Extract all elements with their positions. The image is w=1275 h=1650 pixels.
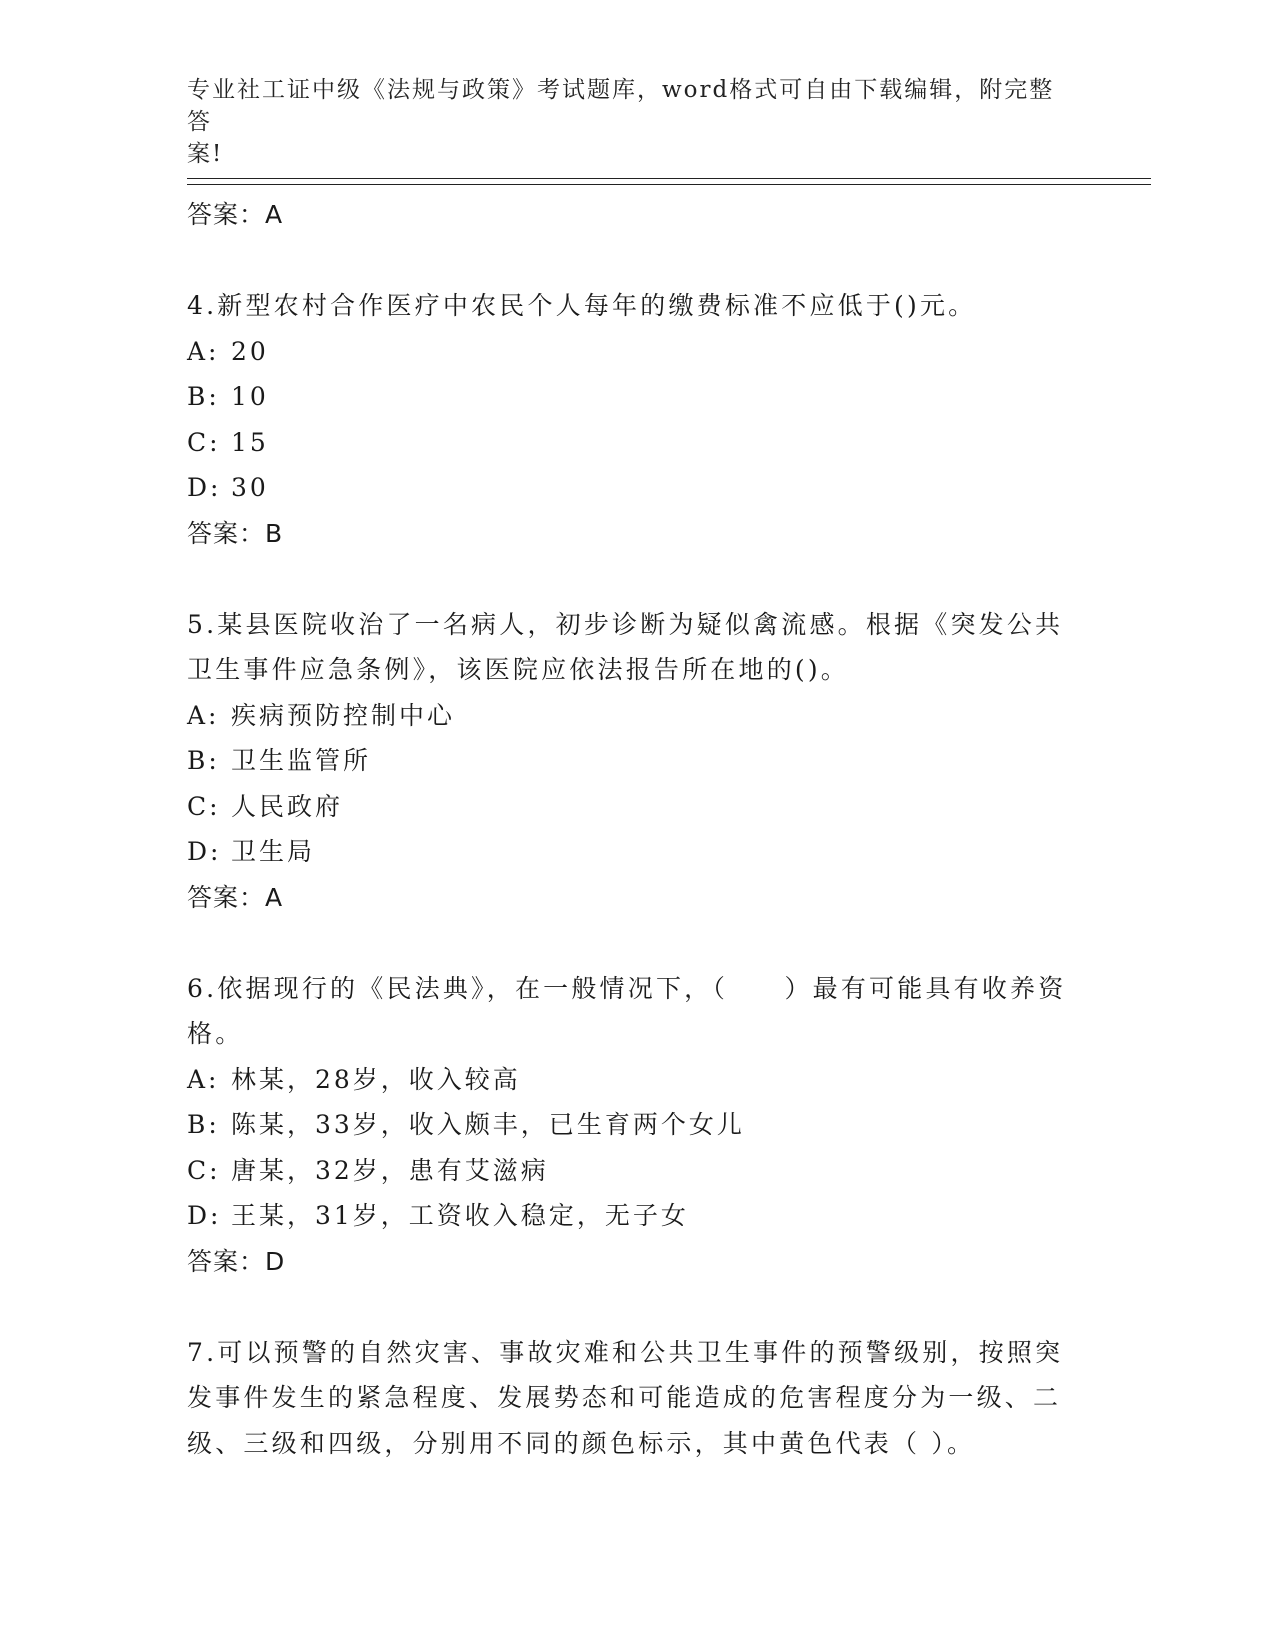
question-4	[187, 283, 1087, 557]
option-text: 30	[231, 473, 269, 502]
answer: 答案：A	[187, 882, 284, 912]
option-letter: C:	[187, 1155, 221, 1185]
header-rule-top	[187, 178, 1151, 179]
option-letter: B:	[187, 746, 220, 775]
option-letter: A:	[187, 336, 220, 366]
option-text: 卫生监管所	[231, 746, 372, 775]
answer: 答案：D	[187, 1246, 286, 1276]
question-text: 4.新型农村合作医疗中农民个人每年的缴费标准不应低于()元。	[187, 291, 977, 320]
option-letter: D:	[187, 837, 222, 866]
option-a	[187, 1057, 1087, 1103]
spacer	[187, 921, 1087, 966]
answer-q3: 答案：A	[187, 200, 284, 229]
option-letter: D:	[187, 1201, 222, 1230]
option-text: 疾病预防控制中心	[231, 700, 456, 730]
option-c	[187, 1148, 1087, 1194]
option-d	[187, 829, 1087, 875]
option-b	[187, 738, 1087, 784]
option-text: 林某，28岁，收入较高	[231, 1064, 521, 1094]
question-list	[187, 192, 1087, 1466]
header-rule-bottom	[187, 184, 1151, 185]
header-line-1: 专业社工证中级《法规与政策》考试题库，word格式可自由下载编辑，附完整答	[187, 77, 1055, 135]
option-a	[187, 329, 1087, 375]
option-text: 唐某，32岁，患有艾滋病	[231, 1155, 549, 1185]
option-letter: D:	[187, 473, 222, 502]
document-header	[187, 74, 1067, 170]
option-d	[187, 1193, 1087, 1239]
option-text: 陈某，33岁，收入颇丰，已生育两个女儿	[231, 1110, 745, 1139]
spacer	[187, 1285, 1087, 1330]
question-7	[187, 1330, 1087, 1467]
option-b	[187, 374, 1087, 420]
question-text: 5.某县医院收治了一名病人，初步诊断为疑似禽流感。根据《突发公共卫生事件应急条例》，该医院应依法报告所在地的()。	[187, 609, 1064, 684]
option-a	[187, 693, 1087, 739]
question-text: 7.可以预警的自然灾害、事故灾难和公共卫生事件的预警级别，按照突发事件发生的紧急程度、发展势态和可能造成的危害程度分为一级、二级、三级和四级，分别用不同的颜色标示，其中黄色代表（ ）。	[187, 1337, 1064, 1458]
header-line-2: 案!	[187, 141, 224, 167]
option-text: 王某，31岁，工资收入稳定，无子女	[231, 1201, 689, 1230]
spacer	[187, 557, 1087, 602]
option-letter: C:	[187, 791, 221, 821]
option-d	[187, 465, 1087, 511]
question-6	[187, 966, 1087, 1285]
option-letter: C:	[187, 427, 221, 457]
question-text: 6.依据现行的《民法典》，在一般情况下，（ ）最有可能具有收养资格。	[187, 973, 1067, 1048]
option-b	[187, 1102, 1087, 1148]
option-letter: B:	[187, 1110, 220, 1139]
option-text: 20	[231, 336, 269, 366]
option-letter: A:	[187, 700, 220, 730]
option-c	[187, 420, 1087, 466]
option-text: 10	[231, 382, 269, 411]
option-letter: B:	[187, 382, 220, 411]
question-5	[187, 602, 1087, 921]
option-c	[187, 784, 1087, 830]
option-letter: A:	[187, 1064, 220, 1094]
option-text: 15	[231, 427, 269, 457]
option-text: 人民政府	[231, 791, 344, 821]
answer: 答案：B	[187, 518, 284, 548]
option-text: 卫生局	[231, 837, 316, 866]
